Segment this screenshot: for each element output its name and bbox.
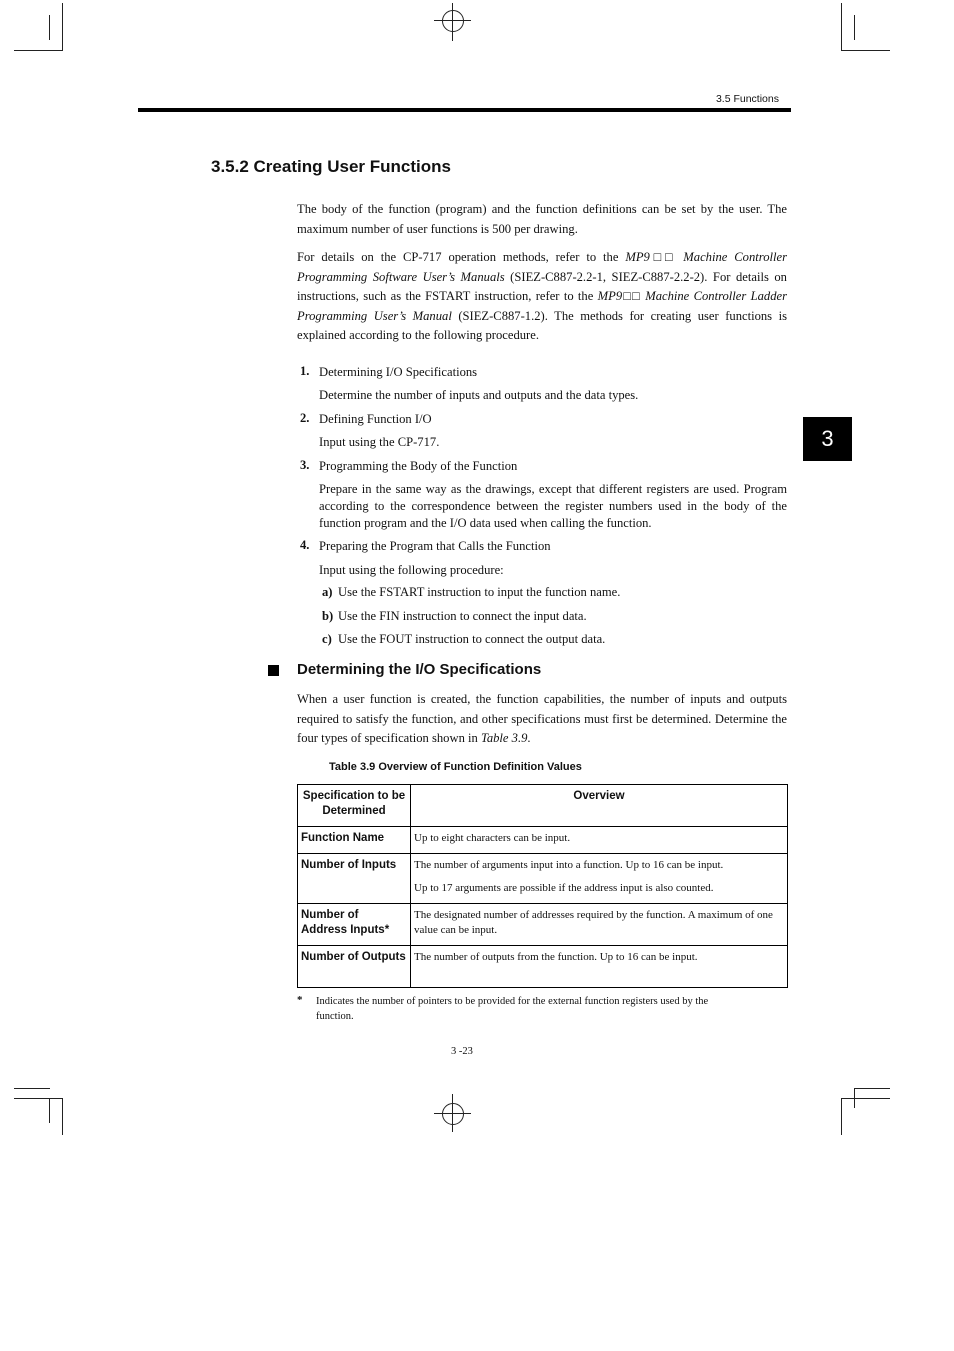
crop-mark [854,1088,855,1108]
overview-line: The designated number of addresses required by the function. A maximum of one value can be input. [414,909,773,936]
intro-paragraph-2 [297,248,787,346]
table-caption: Table 3.9 Overview of Function Definition Values [329,761,582,773]
crop-mark [841,3,842,51]
spec-cell: Function Name [298,827,411,854]
footnote-text: Indicates the number of pointers to be provided for the external function registers used by the function. [316,996,709,1022]
step-description: Determine the number of inputs and outputs and the data types. [319,388,639,402]
io-text: . [527,731,531,746]
subsection-title: Determining the I/O Specifications [297,661,542,678]
io-paragraph [297,690,787,749]
substep-letter: b) [322,609,334,623]
step-title: Determining I/O Specifications [319,365,478,379]
crop-mark [842,1098,890,1099]
substep-text: Use the FSTART instruction to input the function name. [338,585,621,599]
spec-cell: Number of Address Inputs* [298,904,411,946]
crop-mark [62,1098,63,1135]
overview-cell [411,904,788,946]
registration-circle [442,1103,464,1125]
overview-line: The number of arguments input into a function. Up to 16 can be input. [414,859,724,871]
chapter-tab: 3 [803,417,852,461]
running-header: 3.5 Functions [715,93,779,105]
header-rule [138,108,791,112]
table-row [298,854,788,904]
table-header-spec: Specification to be Determined [298,785,411,827]
square-bullet-icon [268,665,279,676]
crop-mark [854,1088,890,1089]
overview-cell [411,854,788,904]
overview-line: Up to eight characters can be input. [414,832,571,844]
step-number: 4. [300,538,310,552]
step-number: 1. [300,364,310,378]
table-row [298,827,788,854]
crop-mark [14,50,62,51]
step-title: Defining Function I/O [319,412,432,426]
substep-text: Use the FOUT instruction to connect the output data. [338,632,606,646]
overview-line: Up to 17 arguments are possible if the address input is also counted. [414,882,714,894]
intro-text: For details on the CP-717 operation methods, refer to the [297,250,626,264]
overview-line: The number of outputs from the function. Up to 16 can be input. [414,951,698,963]
crop-mark [14,1098,62,1099]
substep-text: Use the FIN instruction to connect the input data. [338,609,587,623]
io-text: When a user function is created, the function capabilities, the number of inputs and outputs required to satisfy the function, and other specifications must first be determined. Determine the four types of specification shown in [297,692,787,746]
manual-title: MP9□□ Machine Controller Ladder Programming User’s Manual [297,289,788,323]
crop-mark [14,1088,50,1089]
crop-mark [49,1098,50,1123]
step-number: 2. [300,411,310,425]
overview-cell [411,827,788,854]
step-number: 3. [300,458,310,472]
step-title: Preparing the Program that Calls the Function [319,539,551,553]
spec-cell: Number of Outputs [298,946,411,988]
crop-mark [854,15,855,40]
spec-table [297,784,788,988]
spec-cell: Number of Inputs [298,854,411,904]
overview-cell [411,946,788,988]
substep-letter: a) [322,585,333,599]
crop-mark [49,15,50,40]
crop-mark [62,3,63,51]
page-number: 3 -23 [451,1046,473,1057]
table-row [298,946,788,988]
manual-title: MP9□□ Machine Controller Programming Software User’s Manuals [297,250,787,284]
table-header-row [298,785,788,827]
step-title: Programming the Body of the Function [319,459,518,473]
crop-mark [842,50,890,51]
registration-circle [442,10,464,32]
table-header-overview: Overview [411,785,788,827]
footnote-marker: * [297,994,303,1006]
intro-text: (SIEZ-C887-2.2-1, SIEZ-C887-2.2-2). For details on instructions, such as the FSTART instruction, refer to the [297,269,787,304]
table-reference: Table 3.9 [480,731,528,746]
intro-paragraph-1: The body of the function (program) and the function definitions can be set by the user. The maximum number of user functions is 500 per drawing. [297,202,787,236]
step-description: Input using the CP-717. [319,435,440,449]
crop-mark [841,1098,842,1135]
step-description: Input using the following procedure: [319,563,504,577]
section-title: 3.5.2 Creating User Functions [211,157,451,176]
table-row [298,904,788,946]
substep-letter: c) [322,632,332,646]
intro-text: (SIEZ-C887-1.2). The methods for creating user functions is explained according to the following procedure. [297,308,787,343]
step-description: Prepare in the same way as the drawings, except that different registers are used. Program according to the correspondence between the register numbers used in the body of the function program and the I/O data used when calling the function. [319,482,787,530]
